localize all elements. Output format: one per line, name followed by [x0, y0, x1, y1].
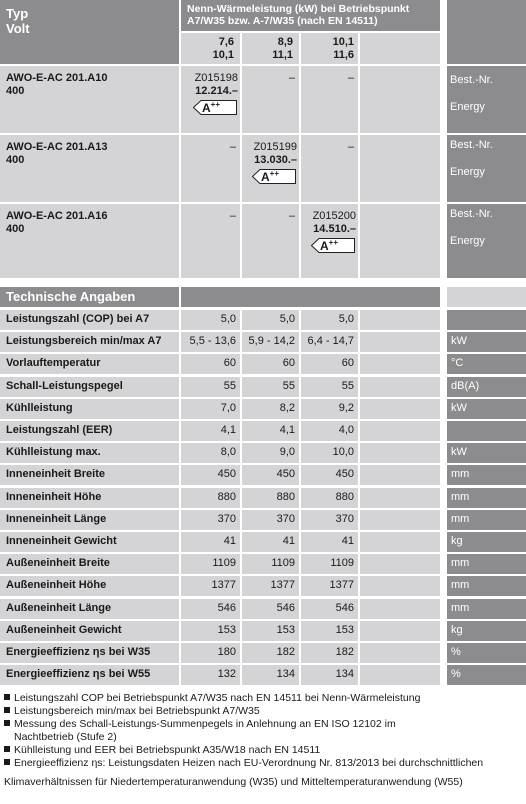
tech-row-value-cell [242, 377, 299, 397]
tech-row-value: 880 [335, 491, 354, 503]
tech-row-value-cell [301, 332, 358, 352]
tech-row-label-cell [0, 665, 179, 685]
tech-row-value: 546 [217, 602, 236, 614]
tech-row-value-cell [242, 399, 299, 419]
tech-row-label-cell [0, 310, 179, 330]
tech-row-value: 7,0 [220, 402, 236, 414]
tech-row-value-cell [301, 510, 358, 530]
article-number: Z015198 [194, 72, 238, 84]
tech-row-value: 180 [217, 646, 236, 658]
tech-row-label-cell [0, 576, 179, 596]
article-number: Z015200 [312, 210, 356, 222]
tech-row-value-cell [301, 643, 358, 663]
header-right-cell [447, 0, 526, 64]
tech-row-value-cell [242, 621, 299, 641]
tech-row-unit-cell [447, 399, 526, 419]
dash: – [229, 141, 236, 153]
tech-row-blank-cell [360, 488, 440, 508]
bullet-square-icon [4, 694, 10, 700]
tech-row-value-cell [301, 465, 358, 485]
tech-row-value-cell [301, 488, 358, 508]
tech-row-blank-cell [360, 377, 440, 397]
product-type-cell [0, 204, 179, 278]
tech-row-label-cell [0, 443, 179, 463]
bullet-square-icon [4, 759, 10, 765]
footnote-text: Leistungszahl COP bei Betriebspunkt A7/W35 nach EN 14511 bei Nenn-Wärmeleistung [14, 692, 421, 704]
article-number: Z015199 [253, 141, 297, 153]
tech-row-unit-cell [447, 465, 526, 485]
footnote-text: Leistungsbereich min/max bei Betriebspunkt A7/W35 [14, 705, 260, 717]
tech-title-fill [181, 287, 440, 307]
tech-row-unit-cell [447, 354, 526, 374]
dash: – [288, 72, 295, 84]
tech-row-value-cell [181, 310, 240, 330]
tech-row-label-cell [0, 621, 179, 641]
tech-row-unit: % [451, 668, 461, 680]
power-col-header-blank [360, 33, 440, 64]
power-col-header [181, 33, 240, 64]
tech-row-value: 132 [217, 668, 236, 680]
tech-row-label: Außeneinheit Gewicht [6, 624, 122, 636]
energy-label: Energy [450, 166, 485, 178]
tech-title-right [447, 287, 526, 307]
power-a7: 7,6 [218, 36, 234, 48]
tech-row-value-cell [181, 665, 240, 685]
product-type: AWO-E-AC 201.A13 [6, 141, 108, 153]
footnote-continuation: Klimaverhältnissen für Niedertemperaturanwendung (W35) und Mitteltemperaturanwendung (W55) [4, 776, 463, 788]
tech-row-unit: dB(A) [451, 380, 480, 392]
tech-row-blank-cell [360, 621, 440, 641]
tech-row-unit-cell [447, 665, 526, 685]
product-price-cell [181, 66, 240, 133]
tech-row-value-cell [301, 399, 358, 419]
tech-row-value-cell [181, 643, 240, 663]
tech-row-label-cell [0, 599, 179, 619]
product-order-cell [447, 135, 526, 202]
tech-row-unit-cell [447, 421, 526, 441]
tech-row-value-cell [181, 354, 240, 374]
tech-row-blank-cell [360, 665, 440, 685]
product-order-cell [447, 66, 526, 133]
product-price-cell [301, 204, 358, 278]
tech-row-value-cell [242, 421, 299, 441]
tech-row-value: 450 [335, 468, 354, 480]
tech-row-value: 9,0 [279, 446, 295, 458]
tech-row-blank-cell [360, 310, 440, 330]
tech-row-unit-cell [447, 532, 526, 552]
footnote-text: Messung des Schall-Leistungs-Summenpegels in Anlehnung an EN ISO 12102 im [14, 718, 396, 730]
tech-row-unit-cell [447, 443, 526, 463]
tech-row-value: 1109 [330, 557, 354, 569]
tech-row-value: 370 [217, 513, 236, 525]
power-a7: 8,9 [277, 36, 293, 48]
product-blank-cell [360, 66, 440, 133]
tech-row-value: 55 [341, 380, 354, 392]
tech-row-value-cell [301, 554, 358, 574]
tech-row-value-cell [301, 599, 358, 619]
tech-row-value: 182 [335, 646, 354, 658]
type-header-cell [0, 0, 179, 64]
energy-class: A++ [202, 100, 221, 115]
tech-row-value-cell [301, 665, 358, 685]
tech-row-value-cell [301, 621, 358, 641]
tech-row-label-cell [0, 554, 179, 574]
tech-row-value-cell [242, 532, 299, 552]
product-order-cell [447, 204, 526, 278]
tech-row-value: 10,0 [332, 446, 354, 458]
tech-row-value: 182 [276, 646, 295, 658]
tech-row-label: Leistungszahl (EER) [6, 424, 113, 436]
price: 14.510.– [313, 223, 356, 235]
tech-row-value-cell [301, 443, 358, 463]
tech-row-value-cell [242, 488, 299, 508]
tech-row-label: Außeneinheit Höhe [6, 579, 107, 591]
tech-row-value-cell [301, 576, 358, 596]
tech-row-unit: mm [451, 557, 470, 569]
product-type-cell [0, 66, 179, 133]
energy-label: Energy [450, 101, 485, 113]
product-price-cell [242, 66, 299, 133]
tech-row-label: Leistungszahl (COP) bei A7 [6, 313, 150, 325]
tech-row-value: 60 [341, 357, 354, 369]
footnote [4, 757, 524, 770]
tech-row-blank-cell [360, 332, 440, 352]
tech-row-value-cell [242, 443, 299, 463]
tech-title: Technische Angaben [6, 289, 136, 304]
tech-row-value: 5,5 - 13,6 [189, 335, 236, 347]
product-blank-cell [360, 204, 440, 278]
power-a7: 10,1 [332, 36, 354, 48]
footnote-continuation: Nachtbetrieb (Stufe 2) [14, 731, 117, 743]
tech-row-unit: kW [451, 446, 467, 458]
tech-row-value-cell [181, 465, 240, 485]
tech-row-label: Energieeffizienz ηs bei W35 [6, 646, 151, 658]
tech-row-value: 153 [217, 624, 236, 636]
footnote-text: Energieeffizienz ηs: Leistungsdaten Heizen nach EU-Verordnung Nr. 813/2013 bei durchschnittlichen [14, 757, 484, 769]
tech-row-label-cell [0, 399, 179, 419]
tech-row-value-cell [301, 354, 358, 374]
tech-row-blank-cell [360, 554, 440, 574]
tech-row-value: 546 [276, 602, 295, 614]
price: 12.214.– [195, 85, 238, 97]
tech-row-value-cell [181, 399, 240, 419]
tech-row-value: 4,1 [220, 424, 236, 436]
tech-row-label: Schall-Leistungspegel [6, 380, 123, 392]
tech-row-label: Außeneinheit Breite [6, 557, 110, 569]
power-title: Nenn-Wärmeleistung (kW) bei Betriebspunkt A7/W35 bzw. A-7/W35 (nach EN 14511) [187, 3, 410, 27]
tech-row-value: 153 [276, 624, 295, 636]
order-number-label: Best.-Nr. [450, 74, 493, 86]
tech-row-unit: kg [451, 624, 463, 636]
product-price-cell [301, 66, 358, 133]
tech-row-value: 55 [282, 380, 295, 392]
tech-row-value: 5,0 [220, 313, 236, 325]
tech-row-blank-cell [360, 421, 440, 441]
tech-row-unit-cell [447, 488, 526, 508]
tech-row-value: 1377 [270, 579, 295, 591]
power-col-header [242, 33, 299, 64]
tech-row-value: 1109 [271, 557, 295, 569]
tech-row-label: Leistungsbereich min/max A7 [6, 335, 162, 347]
tech-row-value-cell [242, 332, 299, 352]
tech-row-label: Energieeffizienz ηs bei W55 [6, 668, 151, 680]
footnote [4, 705, 524, 718]
tech-row-value: 1377 [329, 579, 354, 591]
tech-row-unit: kW [451, 335, 467, 347]
tech-row-value-cell [242, 554, 299, 574]
tech-row-unit-cell [447, 377, 526, 397]
tech-row-label-cell [0, 532, 179, 552]
tech-row-value-cell [242, 599, 299, 619]
tech-row-value: 5,0 [338, 313, 354, 325]
tech-row-value: 370 [335, 513, 354, 525]
tech-row-value-cell [181, 532, 240, 552]
tech-row-blank-cell [360, 399, 440, 419]
tech-row-value: 1109 [212, 557, 236, 569]
tech-row-label: Kühlleistung [6, 402, 73, 414]
tech-row-label-cell [0, 510, 179, 530]
tech-row-label: Kühlleistung max. [6, 446, 101, 458]
tech-row-value-cell [242, 576, 299, 596]
tech-title-cell [0, 287, 179, 307]
tech-row-unit: kW [451, 402, 467, 414]
tech-row-label: Außeneinheit Länge [6, 602, 112, 614]
tech-row-value: 134 [335, 668, 354, 680]
tech-row-unit-cell [447, 310, 526, 330]
power-header-cell [181, 0, 440, 31]
tech-row-unit-cell [447, 576, 526, 596]
tech-row-blank-cell [360, 465, 440, 485]
type-label: Typ [6, 6, 29, 21]
tech-row-unit: °C [451, 357, 464, 369]
tech-row-value: 5,9 - 14,2 [248, 335, 295, 347]
tech-row-value-cell [181, 621, 240, 641]
tech-row-value: 60 [282, 357, 295, 369]
tech-row-label: Inneneinheit Gewicht [6, 535, 117, 547]
dash: – [347, 72, 354, 84]
tech-row-unit-cell [447, 332, 526, 352]
footnote [4, 718, 524, 731]
tech-row-value: 8,2 [279, 402, 295, 414]
tech-row-value: 546 [335, 602, 354, 614]
tech-row-value-cell [301, 377, 358, 397]
product-price-cell [242, 204, 299, 278]
tech-row-value: 60 [223, 357, 236, 369]
tech-row-label: Vorlauftemperatur [6, 357, 101, 369]
tech-row-unit-cell [447, 621, 526, 641]
tech-row-label-cell [0, 332, 179, 352]
tech-row-unit: % [451, 646, 461, 658]
tech-row-value: 450 [217, 468, 236, 480]
tech-row-unit-cell [447, 554, 526, 574]
dash: – [347, 141, 354, 153]
tech-row-value: 1377 [211, 579, 236, 591]
product-volt: 400 [6, 85, 25, 97]
tech-row-blank-cell [360, 510, 440, 530]
tech-row-value-cell [181, 421, 240, 441]
energy-class: A++ [320, 238, 339, 253]
product-price-cell [301, 135, 358, 202]
power-a-7: 11,6 [333, 49, 354, 61]
tech-row-unit-cell [447, 599, 526, 619]
bullet-square-icon [4, 746, 10, 752]
tech-row-label-cell [0, 488, 179, 508]
tech-row-value-cell [181, 554, 240, 574]
tech-row-value: 134 [276, 668, 295, 680]
tech-row-value: 4,0 [338, 424, 354, 436]
tech-row-value-cell [242, 354, 299, 374]
tech-row-value-cell [181, 488, 240, 508]
energy-class-label [193, 100, 237, 115]
tech-row-label: Inneneinheit Breite [6, 468, 106, 480]
tech-row-label-cell [0, 377, 179, 397]
power-col-header [301, 33, 358, 64]
footnote-text: Kühlleistung und EER bei Betriebspunkt A35/W18 nach EN 14511 [14, 744, 321, 756]
tech-row-value: 450 [276, 468, 295, 480]
price: 13.030.– [254, 154, 297, 166]
dash: – [229, 210, 236, 222]
tech-row-value-cell [181, 576, 240, 596]
tech-row-label-cell [0, 354, 179, 374]
product-price-cell [181, 204, 240, 278]
tech-row-blank-cell [360, 443, 440, 463]
tech-row-value: 8,0 [220, 446, 236, 458]
product-type: AWO-E-AC 201.A10 [6, 72, 108, 84]
tech-row-value-cell [242, 465, 299, 485]
tech-row-unit-cell [447, 510, 526, 530]
product-volt: 400 [6, 223, 25, 235]
product-type: AWO-E-AC 201.A16 [6, 210, 108, 222]
bullet-square-icon [4, 707, 10, 713]
tech-row-blank-cell [360, 532, 440, 552]
tech-row-blank-cell [360, 643, 440, 663]
tech-row-value: 4,1 [279, 424, 295, 436]
tech-row-label-cell [0, 421, 179, 441]
tech-row-label: Inneneinheit Höhe [6, 491, 102, 503]
tech-row-unit: mm [451, 468, 470, 480]
tech-row-value-cell [242, 643, 299, 663]
tech-row-unit: mm [451, 491, 470, 503]
footnotes [4, 692, 524, 789]
product-type-cell [0, 135, 179, 202]
energy-class: A++ [261, 169, 280, 184]
tech-row-label-cell [0, 465, 179, 485]
product-volt: 400 [6, 154, 25, 166]
tech-row-value: 41 [223, 535, 236, 547]
product-price-cell [242, 135, 299, 202]
tech-row-value-cell [301, 532, 358, 552]
order-number-label: Best.-Nr. [450, 139, 493, 151]
tech-row-value: 41 [341, 535, 354, 547]
energy-class-label [311, 238, 355, 253]
dash: – [288, 210, 295, 222]
power-a-7: 11,1 [272, 49, 293, 61]
tech-row-label: Inneneinheit Länge [6, 513, 107, 525]
tech-row-value: 9,2 [338, 402, 354, 414]
energy-label: Energy [450, 235, 485, 247]
tech-row-value-cell [181, 443, 240, 463]
tech-row-value: 6,4 - 14,7 [307, 335, 354, 347]
tech-row-label-cell [0, 643, 179, 663]
tech-row-value-cell [242, 310, 299, 330]
tech-row-value: 41 [282, 535, 295, 547]
tech-row-unit: mm [451, 579, 470, 591]
tech-row-unit-cell [447, 643, 526, 663]
tech-row-value-cell [181, 599, 240, 619]
tech-row-value-cell [301, 421, 358, 441]
tech-row-value-cell [181, 510, 240, 530]
power-a-7: 10,1 [212, 49, 234, 61]
energy-class-label [252, 169, 296, 184]
tech-row-unit: mm [451, 513, 470, 525]
footnote [4, 744, 524, 757]
product-price-cell [181, 135, 240, 202]
tech-row-value-cell [301, 310, 358, 330]
bullet-square-icon [4, 720, 10, 726]
tech-row-blank-cell [360, 354, 440, 374]
tech-row-value-cell [181, 377, 240, 397]
tech-row-blank-cell [360, 599, 440, 619]
tech-row-blank-cell [360, 576, 440, 596]
tech-row-value: 5,0 [279, 313, 295, 325]
volt-label: Volt [6, 21, 30, 36]
product-blank-cell [360, 135, 440, 202]
order-number-label: Best.-Nr. [450, 208, 493, 220]
tech-row-value: 880 [217, 491, 236, 503]
tech-row-value-cell [242, 510, 299, 530]
tech-row-unit: kg [451, 535, 463, 547]
tech-row-value: 55 [223, 380, 236, 392]
tech-row-unit: mm [451, 602, 470, 614]
tech-row-value-cell [242, 665, 299, 685]
footnote [4, 692, 524, 705]
tech-row-value-cell [181, 332, 240, 352]
tech-row-value: 880 [276, 491, 295, 503]
tech-row-value: 153 [335, 624, 354, 636]
tech-row-value: 370 [276, 513, 295, 525]
